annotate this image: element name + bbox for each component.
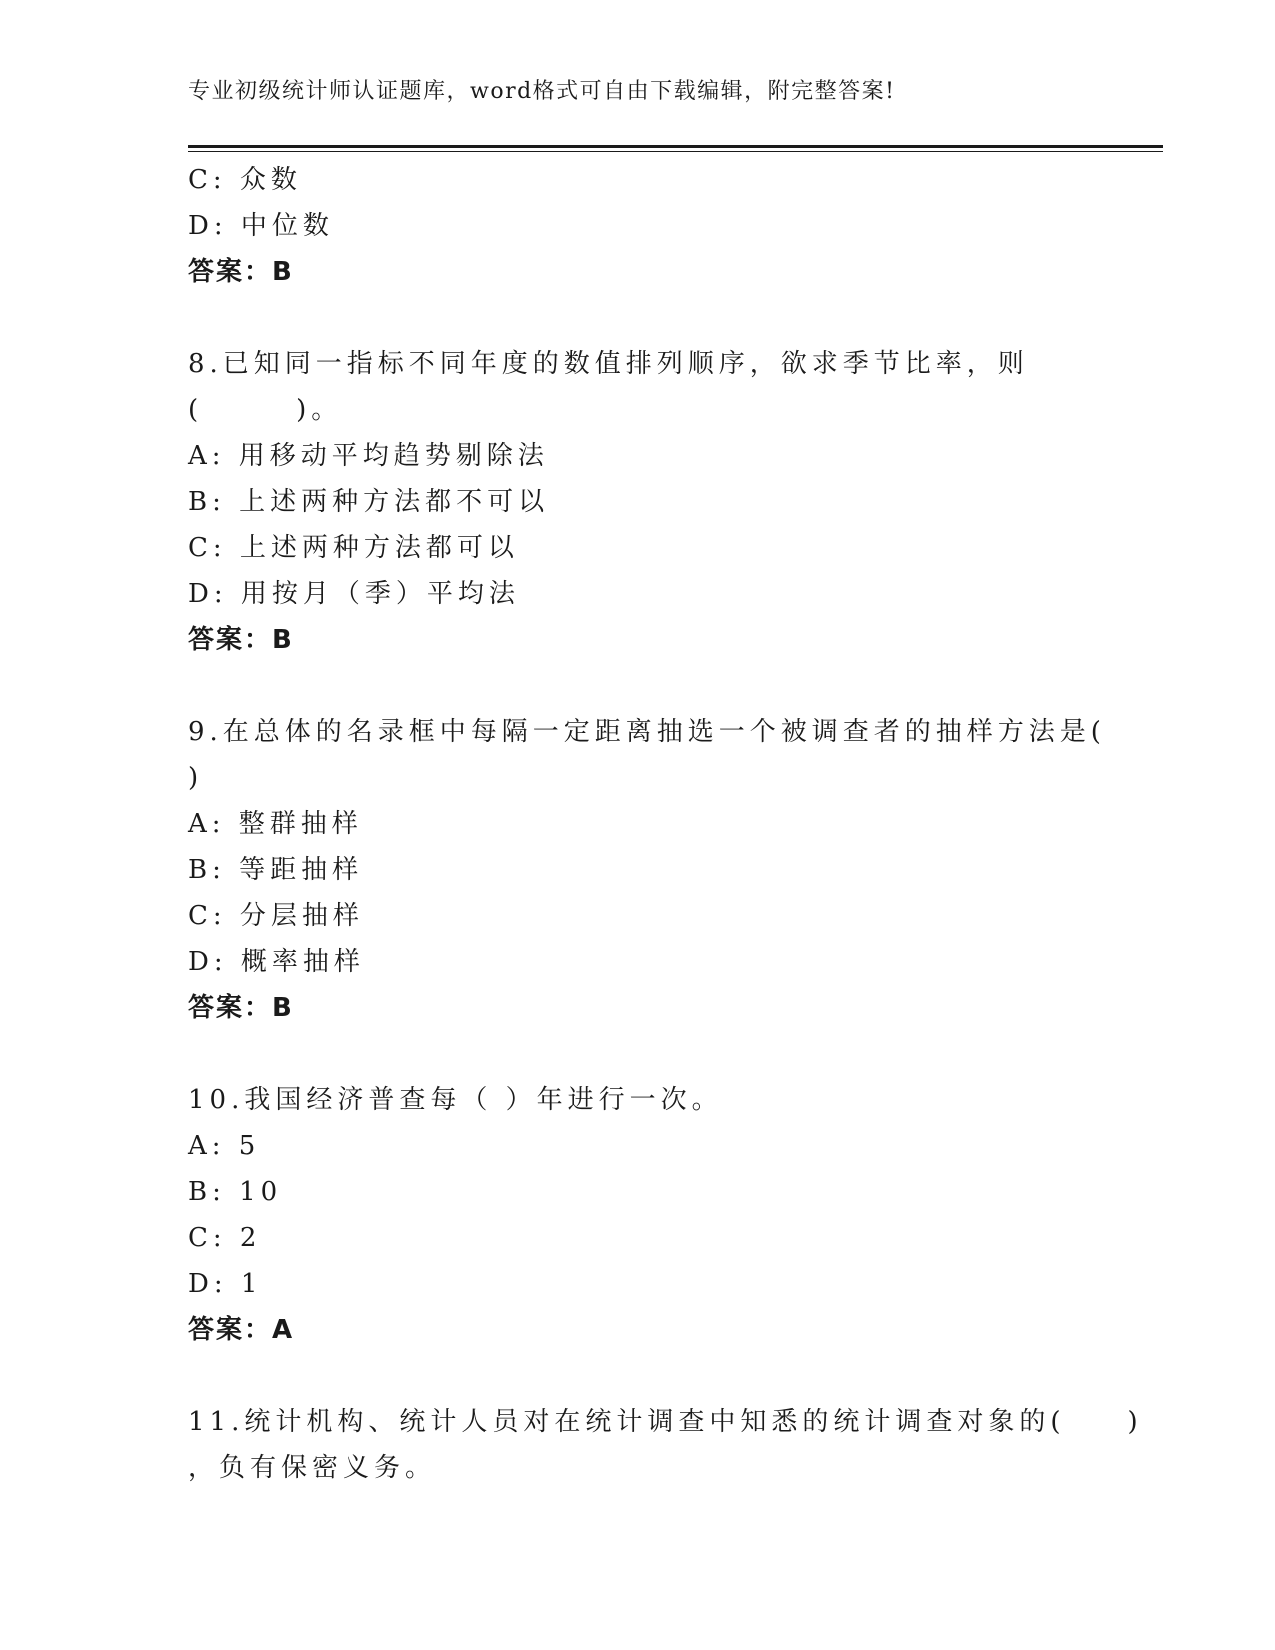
spacer <box>188 1031 1108 1077</box>
option-c: C: 2 <box>188 1223 262 1253</box>
spacer <box>188 663 1108 709</box>
question-stem-continued: ，负有保密义务。 <box>188 1453 437 1483</box>
option-d: D: 中位数 <box>188 211 334 241</box>
question-stem: 9.在总体的名录框中每隔一定距离抽选一个被调查者的抽样方法是( <box>188 717 1106 747</box>
question-stem: 8.已知同一指标不同年度的数值排列顺序，欲求季节比率，则 <box>188 349 1029 379</box>
spacer <box>188 295 1108 341</box>
option-b: B: 上述两种方法都不可以 <box>188 487 550 517</box>
option-a: A: 5 <box>188 1131 261 1161</box>
option-a: A: 整群抽样 <box>188 809 363 839</box>
question-stem: 11.统计机构、统计人员对在统计调查中知悉的统计调查对象的( ) <box>188 1407 1143 1437</box>
header-rule-thin <box>188 151 1163 152</box>
option-c: C: 上述两种方法都可以 <box>188 533 519 563</box>
spacer <box>188 1353 1108 1399</box>
option-a: A: 用移动平均趋势剔除法 <box>188 441 549 471</box>
option-b: B: 等距抽样 <box>188 855 364 885</box>
question-stem-continued: ( )。 <box>188 395 343 425</box>
document-body <box>188 157 1143 1491</box>
option-d: D: 用按月（季）平均法 <box>188 579 520 609</box>
question-stem: 10.我国经济普查每（ ）年进行一次。 <box>188 1085 723 1115</box>
option-c: C: 众数 <box>188 165 302 195</box>
option-b: B: 10 <box>188 1177 283 1207</box>
option-d: D: 1 <box>188 1269 263 1299</box>
document-header: 专业初级统计师认证题库，word格式可自由下载编辑，附完整答案! <box>188 79 896 104</box>
answer-line: 答案：B <box>188 625 294 655</box>
question-stem-continued: ) <box>188 763 204 793</box>
answer-line: 答案：A <box>188 1315 295 1345</box>
option-c: C: 分层抽样 <box>188 901 364 931</box>
answer-line: 答案：B <box>188 257 294 287</box>
option-d: D: 概率抽样 <box>188 947 365 977</box>
header-rule-thick <box>188 145 1163 148</box>
answer-line: 答案：B <box>188 993 294 1023</box>
